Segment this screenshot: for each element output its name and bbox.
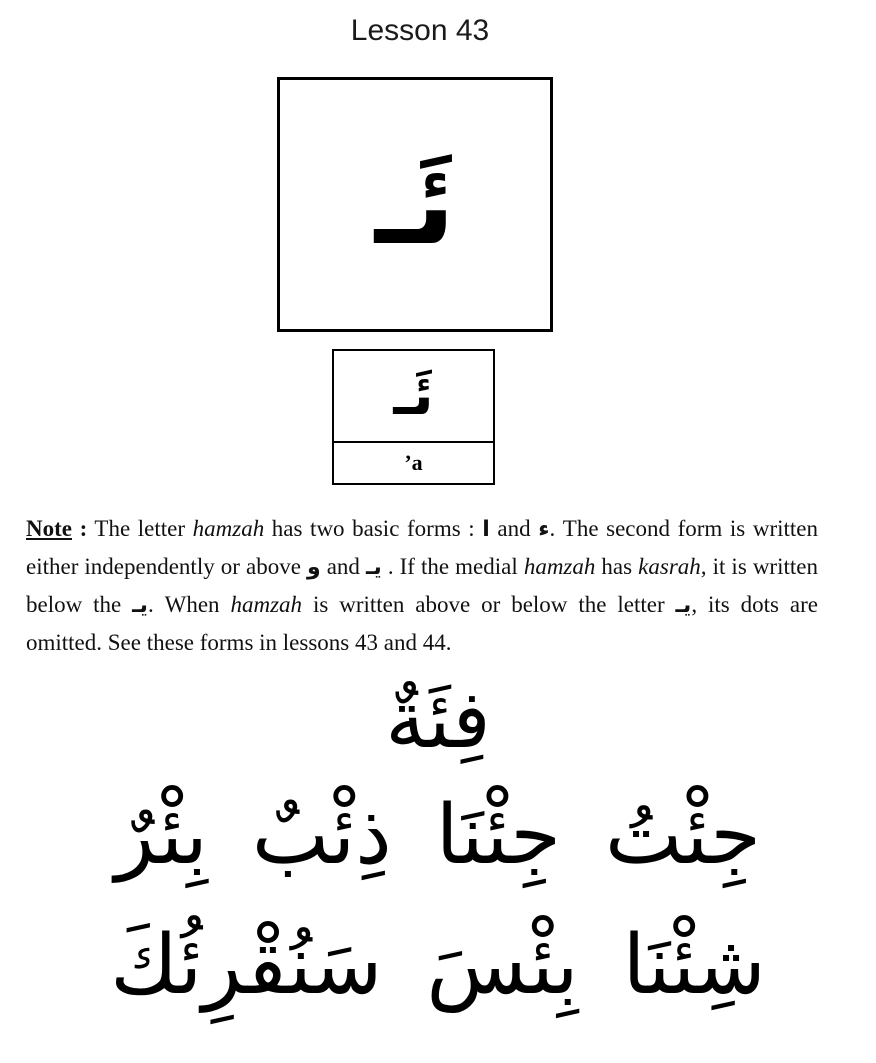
note-text: has two basic forms : [264, 516, 483, 541]
note-term: hamzah [230, 592, 303, 617]
letter-card [332, 349, 495, 485]
letter-card-top [334, 351, 493, 443]
page-title: Lesson 43 [350, 14, 490, 47]
example-line-1: فِئَةٌ [385, 673, 491, 766]
note-arabic-ya: يـ [365, 555, 382, 580]
note-text: has [595, 554, 639, 579]
note-text: it is written below the [26, 554, 818, 617]
note-term: hamzah [192, 516, 265, 541]
example-line-2: جِئْتُ جِئْنَا ذِئْبٌ بِئْرٌ [115, 788, 761, 883]
note-term: kasrah, [638, 554, 707, 579]
note-text: , its dots are omitted. See these forms in lessons 43 and 44. [26, 592, 818, 655]
note-text: and [489, 516, 539, 541]
note-colon: : [71, 516, 88, 541]
note-text: . If the medial [381, 554, 524, 579]
note-paragraph [26, 510, 818, 661]
main-letter: ئَـ [374, 139, 456, 270]
note-text: and [320, 554, 366, 579]
note-label: Note [26, 516, 72, 541]
note-text: is written above or below the letter [302, 592, 676, 617]
note-arabic-ya: يـ [132, 593, 148, 618]
letter-card-letter: ئَـ [393, 363, 434, 428]
note-text: . When [147, 592, 231, 617]
note-text: The letter [87, 516, 193, 541]
note-text: . The second form is written either independently or above [26, 516, 819, 579]
note-arabic-alif: ا [482, 517, 490, 542]
note-arabic-waw: و [306, 555, 321, 580]
note-arabic-ya: يـ [675, 593, 692, 618]
letter-card-transliteration: ’a [404, 450, 423, 475]
note-term: hamzah [523, 554, 596, 579]
main-letter-box [277, 77, 553, 332]
note-arabic-hamzah: ء [538, 517, 550, 542]
example-line-3: شِئْنَا بِئْسَ سَنُقْرِئُكَ [110, 918, 766, 1013]
